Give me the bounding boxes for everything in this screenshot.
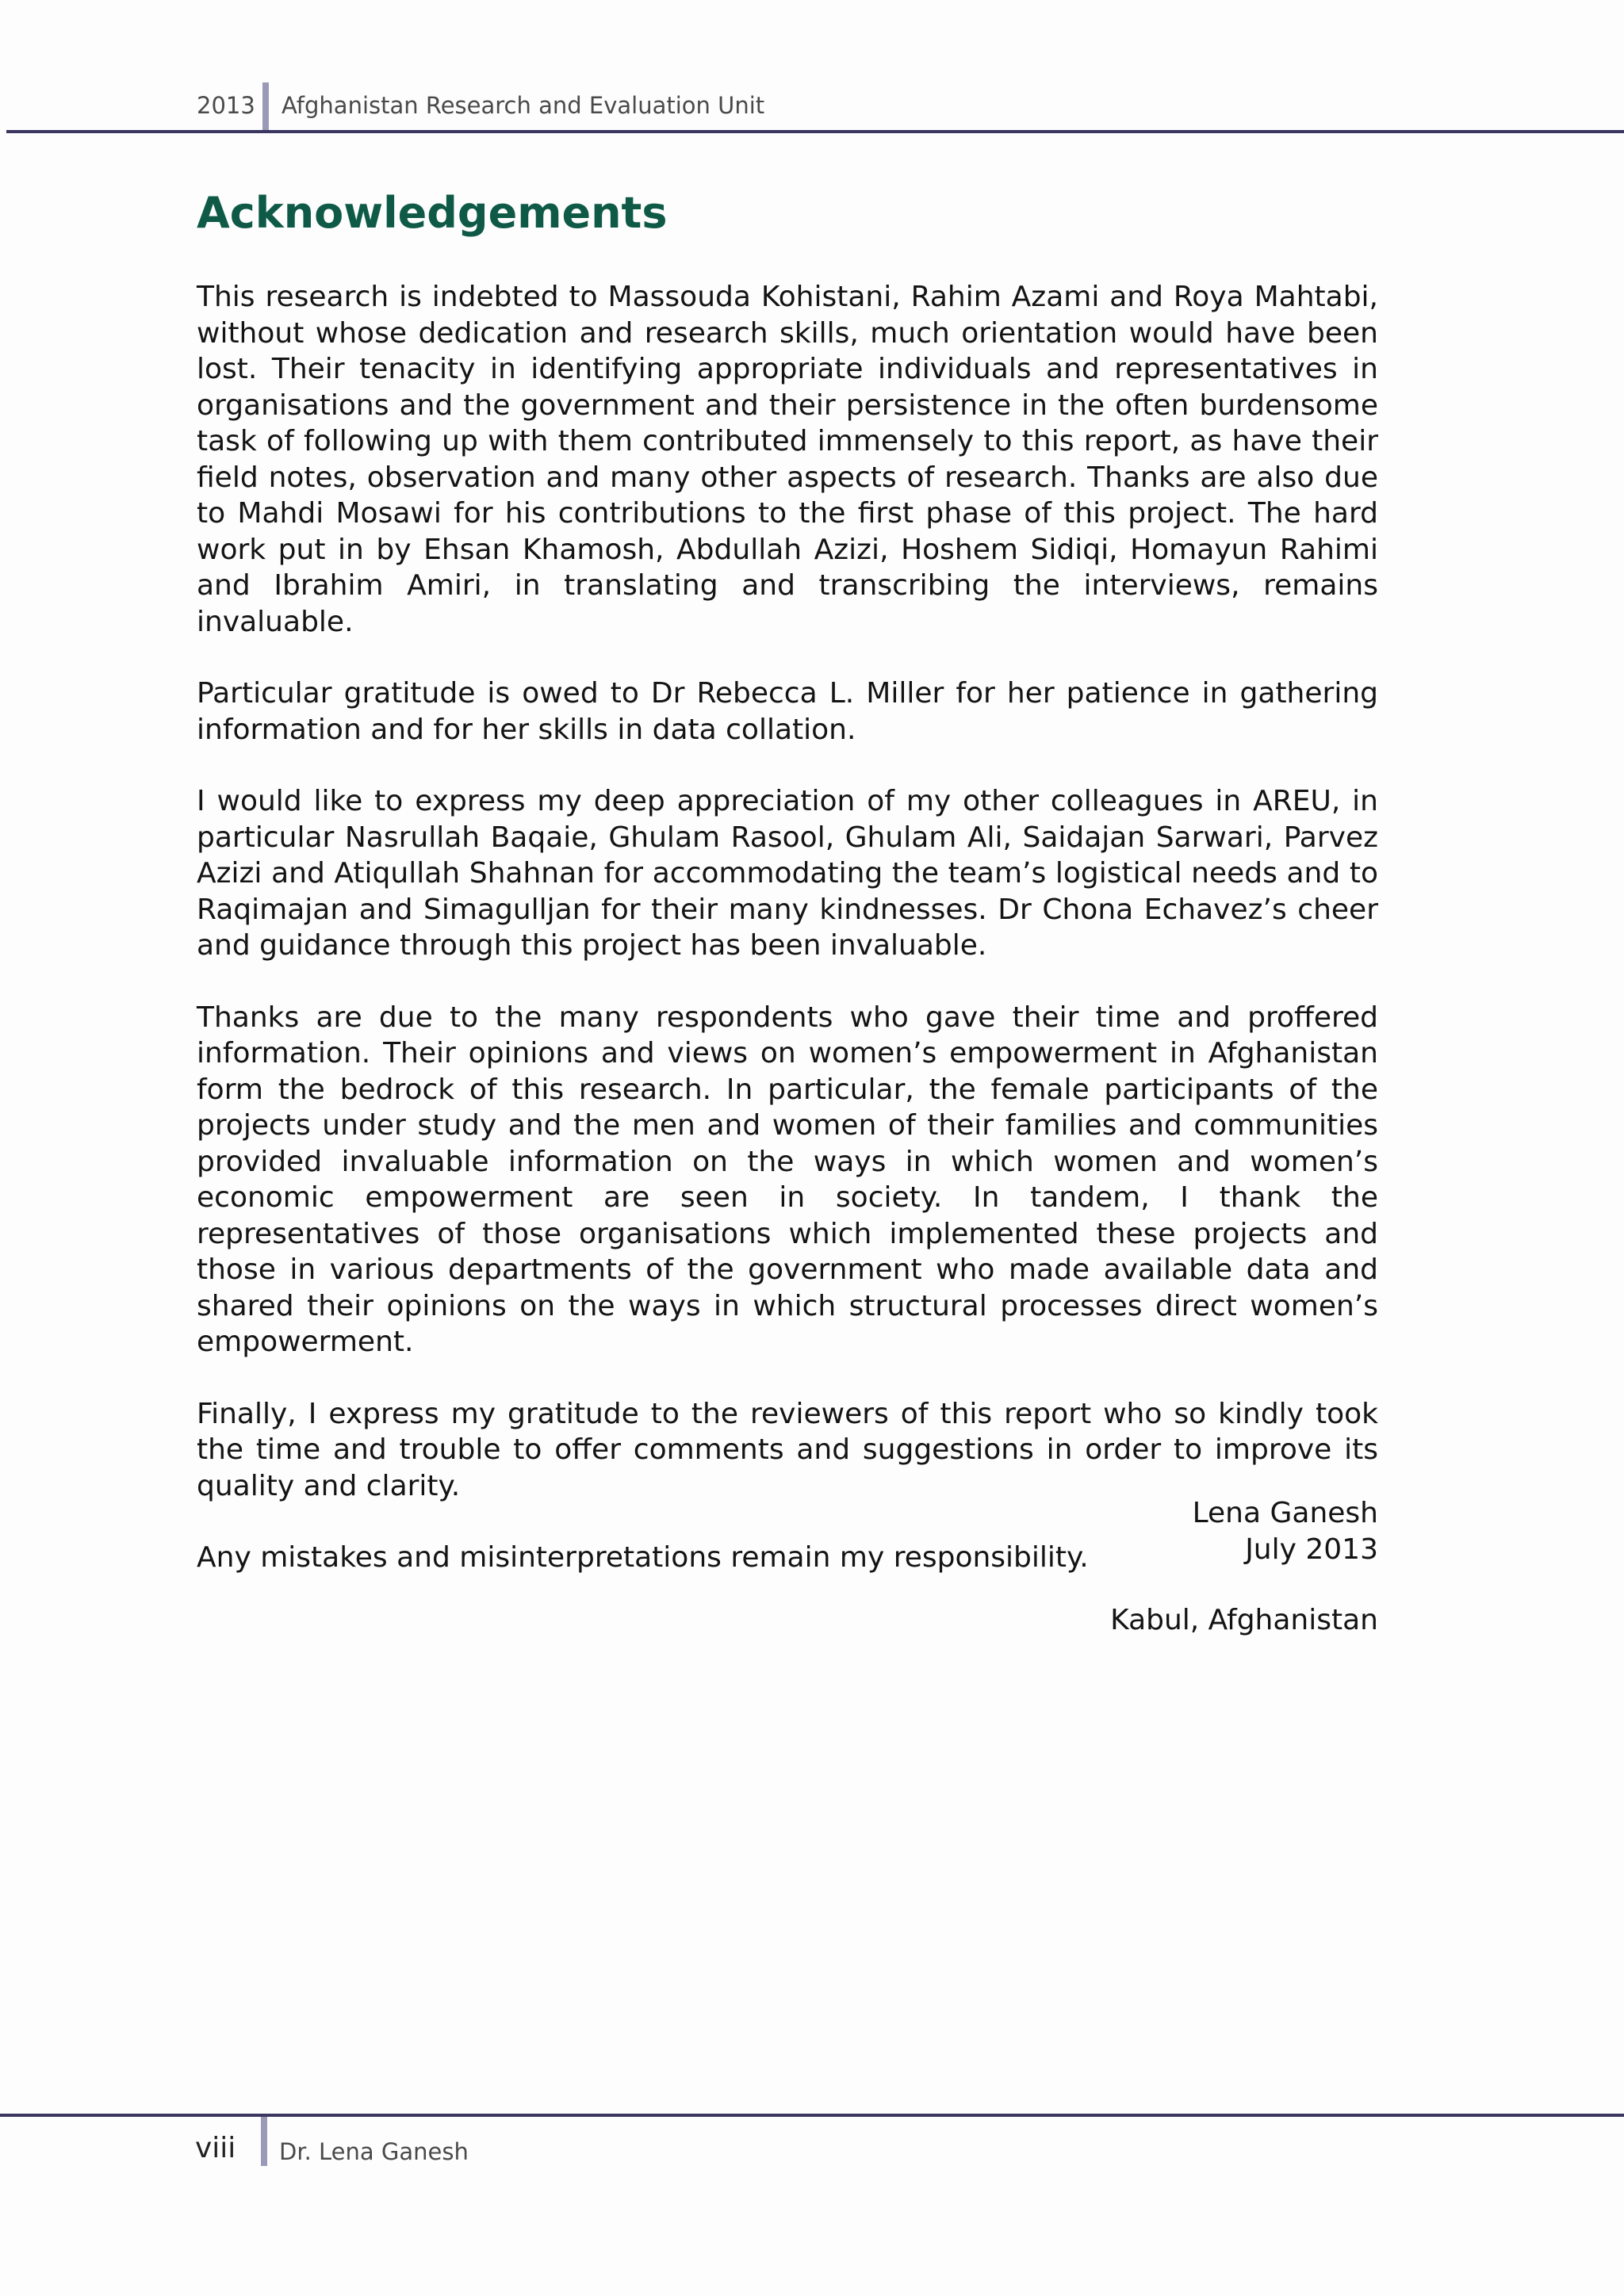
paragraph: Finally, I express my gratitude to the reviewers of this report who so kindly took the time and trouble to offer comments and suggestions in order to improve its quality and clarity. [197,1397,1378,1502]
header-year: 2013 [197,92,255,119]
footer-rule [0,2114,1624,2117]
header-organization: Afghanistan Research and Evaluation Unit [282,92,765,119]
footer-page-number: viii [195,2132,236,2164]
footer-divider [261,2117,267,2166]
paragraph: Particular gratitude is owed to Dr Rebecca L. Miller for her patience in gathering information and for her skills in data collation. [197,677,1378,746]
signature-date: July 2013 [1245,1533,1378,1566]
page-header [0,79,1624,132]
footer-author: Dr. Lena Ganesh [279,2138,469,2165]
paragraph: I would like to express my deep appreciation of my other colleagues in AREU, in particular Nasrullah Baqaie, Ghulam Rasool, Ghulam Ali, Saidajan Sarwari, Parvez Azizi and Atiqullah Shahnan for accommodating the team’s logistical needs and to Raqimajan and Simagulljan for their many kindnesses. Dr Chona Echavez’s cheer and guidance through this project has been invaluable. [197,785,1378,962]
signature-place: Kabul, Afghanistan [1110,1604,1378,1636]
page-title: Acknowledgements [197,188,668,238]
paragraph: Thanks are due to the many respondents who gave their time and proffered information. Their opinions and views on women’s empowerment in Afghanistan form the bedrock of this research. In particular, the female participants of the projects under study and the men and women of their families and communities provided invaluable information on the ways in which women and women’s economic empowerment are seen in society. In tandem, I thank the representatives of those organisations which implemented these projects and those in various departments of the government who made available data and shared their opinions on the ways in which structural processes direct women’s empowerment. [197,1001,1378,1358]
signature-name: Lena Ganesh [1192,1497,1378,1529]
header-divider [262,82,269,130]
paragraph: Any mistakes and misinterpretations remain my responsibility. [197,1541,1089,1574]
signature-block [197,1495,1378,1639]
paragraph: This research is indebted to Massouda Kohistani, Rahim Azami and Roya Mahtabi, without whose dedication and research skills, much orientation would have been lost. Their tenacity in identifying appropriate individuals and representatives in organisations and the government and their persistence in the often burdensome task of following up with them contributed immensely to this report, as have their field notes, observation and many other aspects of research. Thanks are also due to Mahdi Mosawi for his contributions to the first phase of this project. The hard work put in by Ehsan Khamosh, Abdullah Azizi, Hoshem Sidiqi, Homayun Rahimi and Ibrahim Amiri, in translating and transcribing the interviews, remains invaluable. [197,281,1378,638]
signature-spacer [197,1567,1378,1602]
acknowledgements-body [197,279,1378,1612]
header-rule [6,130,1624,133]
